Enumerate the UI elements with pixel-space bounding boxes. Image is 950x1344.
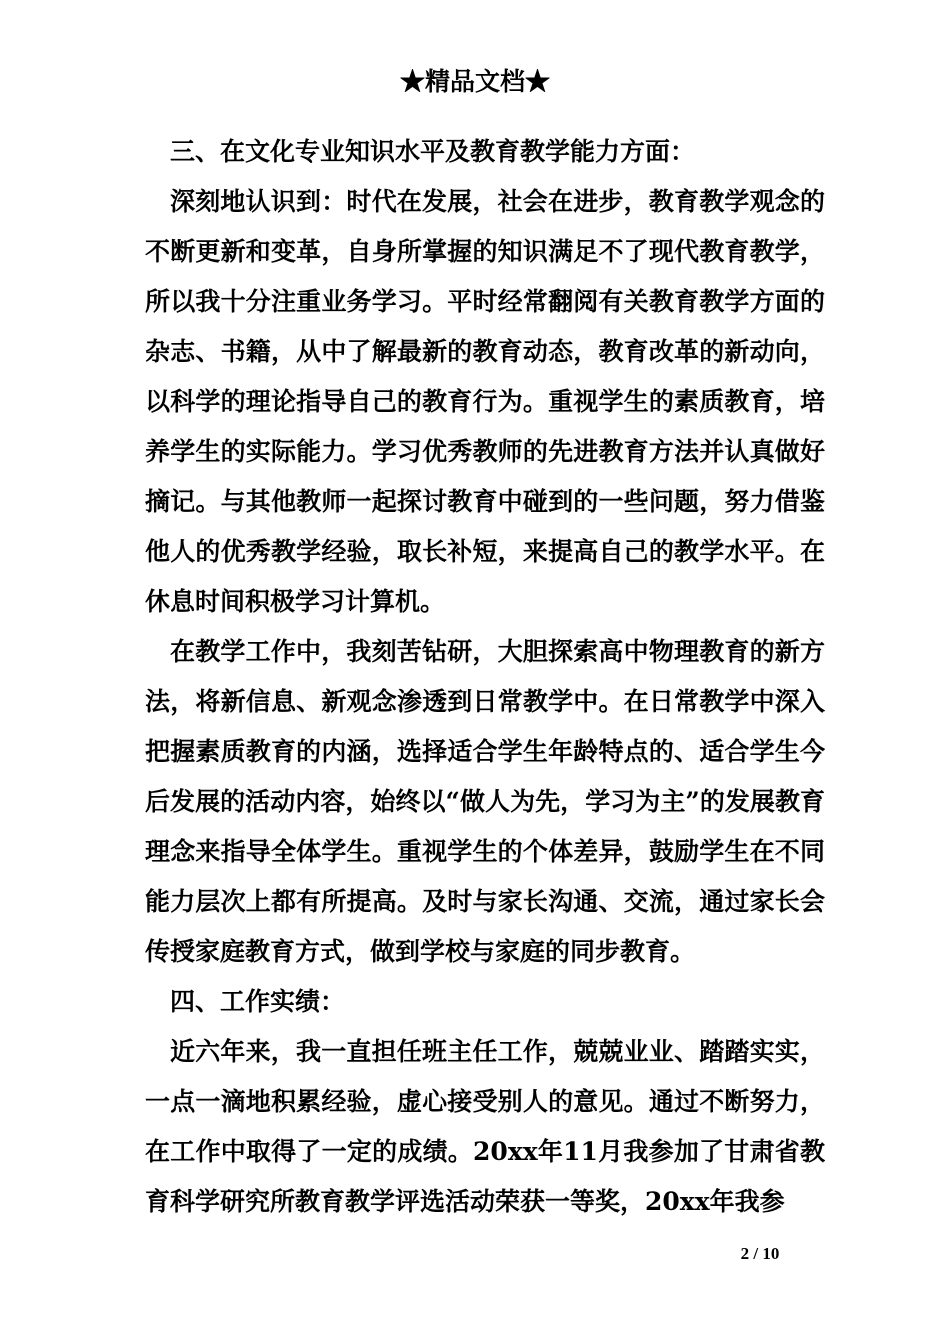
section-heading-4: 四、工作实绩：	[170, 987, 346, 1016]
paragraph-teaching: 在教学工作中，我刻苦钻研，大胆探索高中物理教育的新方法，将新信息、新观念渗透到日常教学中。在日常教学中深入把握素质教育的内涵，选择适合学生年龄特点的、适合学生今后发展的活动内容，始终以“做人为先，学习为主”的发展教育理念来指导全体学生。重视学生的个体差异，鼓励学生在不同能力层次上都有所提高。及时与家长沟通、交流，通过家长会传授家庭教育方式，做到学校与家庭的同步教育。	[145, 637, 825, 966]
paragraph-knowledge: 深刻地认识到：时代在发展，社会在进步，教育教学观念的不断更新和变革，自身所掌握的知识满足不了现代教育教学，所以我十分注重业务学习。平时经常翻阅有关教育教学方面的杂志、书籍，从中了解最新的教育动态，教育改革的新动向，以科学的理论指导自己的教育行为。重视学生的素质教育，培养学生的实际能力。学习优秀教师的先进教育方法并认真做好摘记。与其他教师一起探讨教育中碰到的一些问题，努力借鉴他人的优秀教学经验，取长补短，来提高自己的教学水平。在休息时间积极学习计算机。	[145, 187, 825, 616]
section-heading-3: 三、在文化专业知识水平及教育教学能力方面：	[170, 137, 696, 166]
document-header-title: ★精品文档★	[399, 67, 550, 96]
page-number: 2 / 10	[740, 1244, 780, 1263]
document-body	[145, 127, 825, 1227]
paragraph-achievements: 近六年来，我一直担任班主任工作，兢兢业业、踏踏实实，一点一滴地积累经验，虚心接受别人的意见。通过不断努力，在工作中取得了一定的成绩。20xx年11月我参加了甘肃省教育科学研究所教育教学评选活动荣获一等奖，20xx年我参	[145, 1037, 825, 1216]
